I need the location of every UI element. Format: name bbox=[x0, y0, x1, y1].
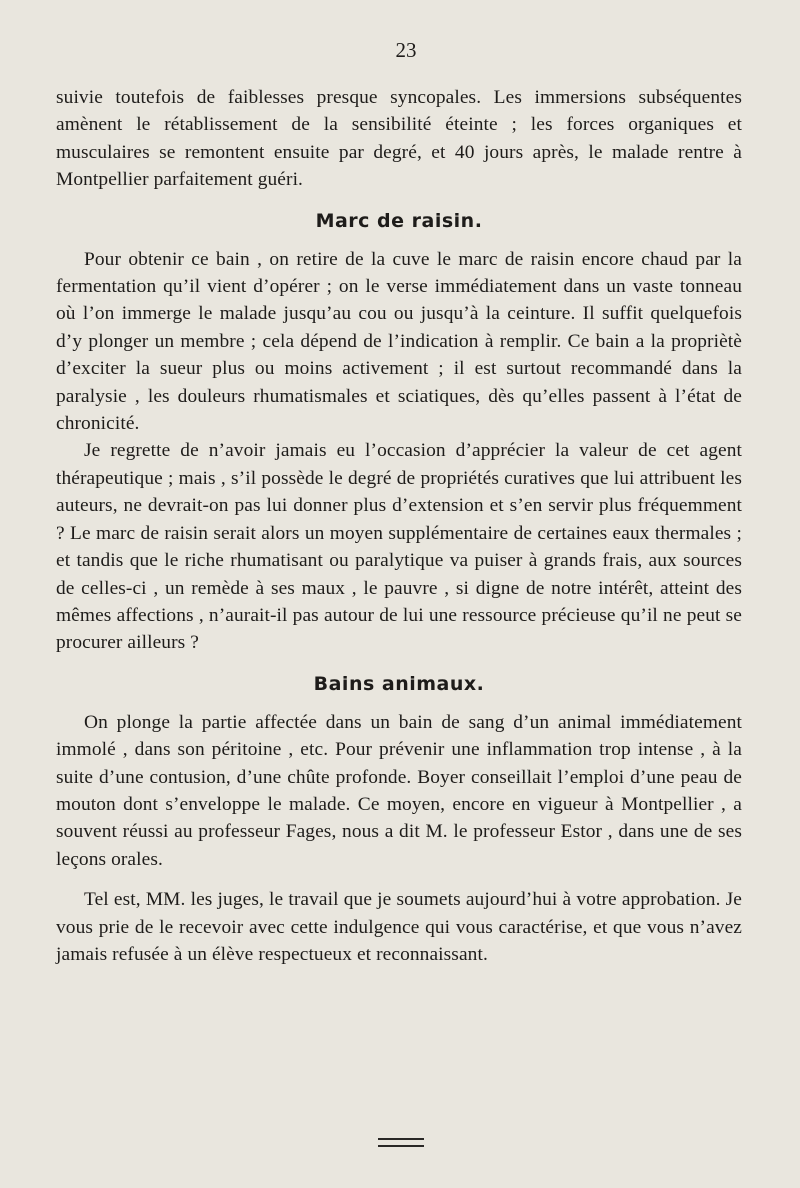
animaux-paragraph-1: On plonge la partie affectée dans un bain de sang d’un animal immédiatement immolé , dans son péritoine , etc. Pour prévenir une inflammation trop intense , à la suite d’une contusion, d’une chûte profonde. Boyer conseillait l’emploi d’une peau de mouton dont s’enveloppe le malade. Ce moyen, encore en vigueur à Montpellier , a souvent réussi au professeur Fages, nous a dit M. le professeur Estor , dans une de ses leçons orales. bbox=[56, 711, 742, 870]
marc-paragraph-2: Je regrette de n’avoir jamais eu l’occasion d’apprécier la valeur de cet agent thérapeutique ; mais , s’il possède le degré de propriétés curatives que lui attribuent les auteurs, ne devrait-on pas lui donner plus d’extension et s’en servir plus fréquemment ? Le marc de raisin serait alors un moyen supplémentaire de certaines eaux thermales ; et tandis que le riche rhumatisant ou paralytique va puiser à grands frais, aux sources de celles-ci , un remède à ses maux , le pauvre , si digne de notre intérêt, atteint des mêmes affections , n’aurait-il pas autour de lui une ressource précieuse qu’il ne peut se procurer ailleurs ? bbox=[56, 440, 742, 654]
paragraph-gap bbox=[56, 873, 742, 886]
section-heading-bains-animaux: Bains animaux. bbox=[313, 672, 485, 695]
page-number: 23 bbox=[395, 38, 417, 62]
marc-paragraph-1: Pour obtenir ce bain , on retire de la cuve le marc de raisin encore chaud par la fermentation qu’il vient d’opérer ; on le verse immédiatement dans un vaste tonneau où l’on immerge le malade jusqu’au cou ou jusqu’à la ceinture. Il suffit quelquefois d’y plonger un membre ; cela dépend de l’indication à remplir. Ce bain a la propriètè d’exciter la sueur plus ou moins activement ; il est surtout recommandé dans la paralysie , les douleurs rhumatismales et sciatiques, dès qu’elles passent à l’état de chronicité. bbox=[56, 248, 742, 435]
end-ornament-double-rule bbox=[378, 1138, 424, 1152]
section-heading-marc-de-raisin: Marc de raisin. bbox=[315, 209, 483, 232]
closing-paragraph: Tel est, MM. les juges, le travail que je soumets aujourd’hui à votre approbation. Je vous prie de le recevoir avec cette indulgence qui vous caractérise, et que vous n’avez jamais refusée à un élève respectueux et reconnaissant. bbox=[56, 889, 742, 965]
intro-paragraph: suivie toutefois de faiblesses presque syncopales. Les immersions subséquentes amènent le rétablissement de la sensibilité éteinte ; les forces organiques et musculaires se remontent ensuite par degré, et 40 jours après, le malade rentre à Montpellier parfaitement guéri. bbox=[56, 87, 742, 191]
